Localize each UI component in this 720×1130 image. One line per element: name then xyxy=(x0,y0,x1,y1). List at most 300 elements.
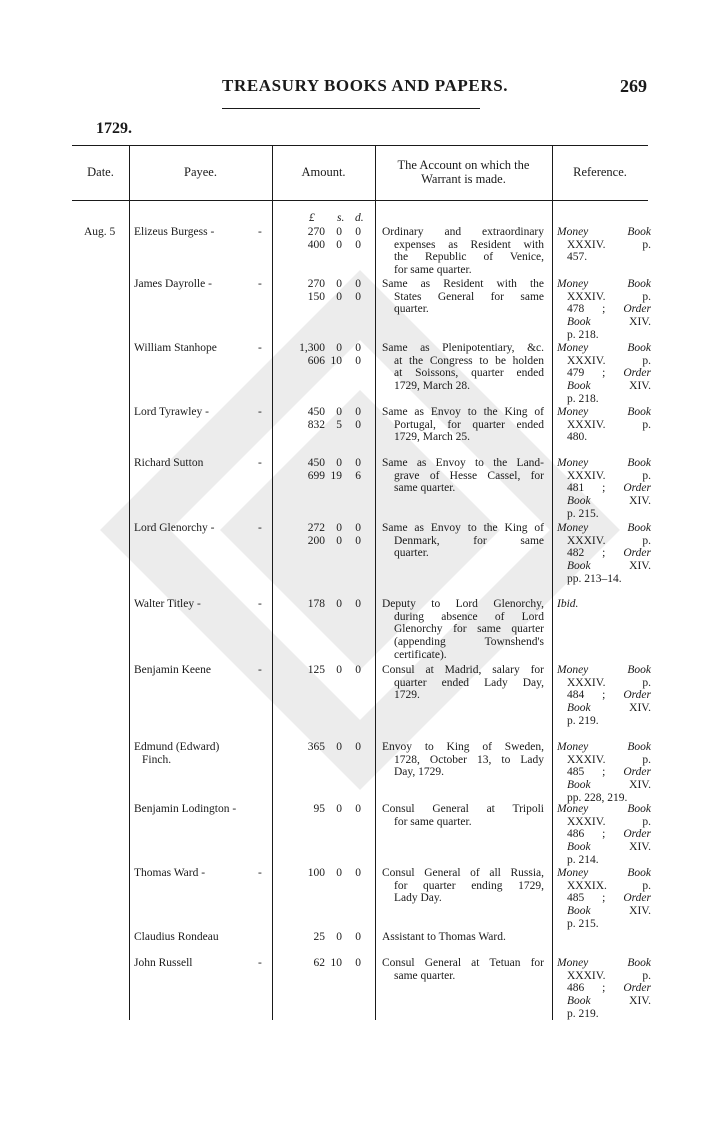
reference-line xyxy=(557,367,651,380)
reference-line xyxy=(557,535,651,548)
reference-note xyxy=(557,342,651,406)
reference-word: Book xyxy=(627,342,651,354)
amount-shillings: 0 xyxy=(336,522,342,534)
reference-word: 479 ; xyxy=(567,367,606,380)
reference-word: p. 218. xyxy=(567,328,599,341)
reference-note xyxy=(557,741,651,805)
account-line: Portugal, for quarter ended xyxy=(394,418,544,431)
reference-word: 482 ; xyxy=(567,547,606,560)
reference-word: Money xyxy=(557,457,589,469)
payee-name: Lord Glenorchy - xyxy=(134,522,215,534)
reference-word: Book xyxy=(627,226,651,238)
account-line: Same as Envoy to the King of xyxy=(382,522,544,534)
reference-line xyxy=(557,766,651,779)
amount-shillings: 0 xyxy=(336,342,342,354)
reference-word: XXXIV. xyxy=(567,469,606,482)
account-line: Same as Resident with the xyxy=(382,278,544,290)
account-description xyxy=(382,522,544,560)
reference-line xyxy=(557,573,651,586)
reference-line xyxy=(557,982,651,995)
reference-word: Money xyxy=(557,664,589,676)
pence-symbol: d. xyxy=(355,212,364,224)
payee-name: Richard Sutton xyxy=(134,457,204,469)
reference-word: XIV. xyxy=(629,495,651,508)
account-line: Consul General at Tetuan for xyxy=(382,957,544,969)
reference-word: 485 ; xyxy=(567,892,606,905)
reference-word: Money xyxy=(557,803,589,815)
payee-name: Benjamin Lodington - xyxy=(134,803,237,815)
reference-word: p. 215. xyxy=(567,507,599,520)
account-line: for quarter ending 1729, xyxy=(394,879,544,892)
reference-line xyxy=(557,495,651,508)
account-line: Ordinary and extraordinary xyxy=(382,226,544,238)
amount-pence: 0 xyxy=(355,957,361,969)
account-line: for same quarter. xyxy=(394,815,472,828)
amount-pounds: 1,300 xyxy=(299,342,325,354)
reference-word: Book xyxy=(567,702,591,715)
reference-note xyxy=(557,226,651,264)
payee-name: Thomas Ward - xyxy=(134,867,206,879)
title-rule xyxy=(222,108,480,109)
reference-line xyxy=(557,677,651,690)
payee-name: Elizeus Burgess - xyxy=(134,226,215,238)
leader-dash: - xyxy=(258,664,262,676)
account-description xyxy=(382,457,544,495)
reference-word: XIV. xyxy=(629,905,651,918)
account-line: during absence of Lord xyxy=(394,610,544,623)
reference-word: p. xyxy=(642,469,651,482)
reference-word: Book xyxy=(567,380,591,393)
reference-word: p. xyxy=(642,534,651,547)
account-line: certificate). xyxy=(394,648,447,661)
reference-line xyxy=(557,291,651,304)
reference-note xyxy=(557,406,651,444)
account-description xyxy=(382,867,544,905)
amount-pence: 0 xyxy=(355,522,361,534)
amount-pounds: 178 xyxy=(307,598,325,610)
account-line: at the Congress to be holden xyxy=(394,354,544,367)
amount-pounds: 365 xyxy=(307,741,325,753)
leader-dash: - xyxy=(258,457,262,469)
account-line: 1729, March 28. xyxy=(394,380,471,393)
amount-pence: 0 xyxy=(355,354,361,367)
amount-pounds: 200 xyxy=(307,534,325,547)
reference-word: Money xyxy=(557,741,589,753)
reference-line xyxy=(557,803,651,816)
amount-pounds: 272 xyxy=(307,522,325,534)
leader-dash: - xyxy=(258,342,262,354)
account-line: Consul General of all Russia, xyxy=(382,867,544,879)
amount-pounds: 125 xyxy=(307,664,325,676)
leader-dash: - xyxy=(258,867,262,879)
account-line: States General for same xyxy=(394,290,544,303)
account-line: 1729. xyxy=(394,689,420,702)
reference-note xyxy=(557,957,651,1021)
account-description xyxy=(382,664,544,702)
account-description xyxy=(382,406,544,444)
col-divider-account xyxy=(552,145,553,1020)
account-line: Envoy to King of Sweden, xyxy=(382,741,544,753)
reference-line xyxy=(557,303,651,316)
reference-word: 481 ; xyxy=(567,482,606,495)
col-divider-date xyxy=(129,145,130,1020)
reference-line xyxy=(557,278,651,291)
amount-pence: 0 xyxy=(355,867,361,879)
col-header-reference: Reference. xyxy=(573,165,627,179)
amount-pence: 0 xyxy=(355,598,361,610)
amount-shillings: 0 xyxy=(336,664,342,676)
account-description xyxy=(382,803,544,828)
reference-word: XIV. xyxy=(629,841,651,854)
account-line: Denmark, for same xyxy=(394,534,544,547)
reference-line xyxy=(557,226,651,239)
reference-word: p. xyxy=(642,290,651,303)
reference-line xyxy=(557,892,651,905)
reference-word: pp. 228, 219. xyxy=(567,791,628,804)
table-top-rule xyxy=(72,145,648,146)
leader-dash: - xyxy=(258,278,262,290)
amount-pence: 0 xyxy=(355,457,361,469)
reference-word: XIV. xyxy=(629,316,651,329)
amount-shillings: 0 xyxy=(336,457,342,469)
reference-word: p. xyxy=(642,969,651,982)
reference-word: Order xyxy=(623,367,651,380)
amount-pounds: 25 xyxy=(313,931,325,943)
account-line: Consul General at Tripoli xyxy=(382,803,544,815)
reference-line xyxy=(557,970,651,983)
reference-word: Money xyxy=(557,522,589,534)
payee-name: Edmund (Edward) xyxy=(134,741,220,753)
col-header-account xyxy=(375,158,552,186)
reference-word: p. xyxy=(642,815,651,828)
reference-line xyxy=(557,380,651,393)
reference-word: Book xyxy=(627,867,651,879)
entry-date: Aug. 5 xyxy=(84,226,116,238)
amount-shillings: 0 xyxy=(336,406,342,418)
amount-pounds: 400 xyxy=(307,238,325,251)
reference-word: Book xyxy=(627,957,651,969)
reference-line xyxy=(557,598,651,611)
account-line: Same as Envoy to the Land- xyxy=(382,457,544,469)
reference-line xyxy=(557,239,651,252)
amount-pounds: 150 xyxy=(307,290,325,303)
account-description xyxy=(382,598,544,662)
reference-line xyxy=(557,689,651,702)
leader-dash: - xyxy=(258,598,262,610)
year-heading: 1729. xyxy=(96,120,132,137)
reference-word: p. xyxy=(642,418,651,431)
account-line: Assistant to Thomas Ward. xyxy=(382,931,506,943)
reference-word: p. 219. xyxy=(567,1007,599,1020)
reference-word: Money xyxy=(557,867,589,879)
reference-word: XIV. xyxy=(629,995,651,1008)
reference-word: p. xyxy=(642,238,651,251)
reference-word: Book xyxy=(627,457,651,469)
amount-shillings: 10 xyxy=(330,957,342,969)
account-line: (appending Townshend's xyxy=(394,636,544,649)
reference-word: Book xyxy=(567,841,591,854)
reference-word: p. 215. xyxy=(567,917,599,930)
reference-word: XXXIV. xyxy=(567,969,606,982)
reference-word: 485 ; xyxy=(567,766,606,779)
amount-pence: 0 xyxy=(355,803,361,815)
account-line: the Republic of Venice, xyxy=(394,251,544,264)
account-line: same quarter. xyxy=(394,969,456,982)
leader-dash: - xyxy=(258,406,262,418)
reference-word: p. xyxy=(642,879,651,892)
account-line: Consul at Madrid, salary for xyxy=(382,664,544,676)
reference-word: 457. xyxy=(567,251,588,264)
reference-word: XXXIV. xyxy=(567,354,606,367)
reference-note xyxy=(557,522,651,586)
page-number: 269 xyxy=(620,76,647,96)
amount-pounds: 62 xyxy=(313,957,325,969)
account-line: Same as Plenipotentiary, &c. xyxy=(382,342,544,354)
reference-line xyxy=(557,1008,651,1021)
amount-shillings: 0 xyxy=(336,290,342,303)
amount-pence: 0 xyxy=(355,931,361,943)
reference-word: XXXIV. xyxy=(567,676,606,689)
amount-shillings: 19 xyxy=(330,469,342,482)
reference-word: p. xyxy=(642,354,651,367)
account-line: same quarter. xyxy=(394,482,456,495)
reference-word: Book xyxy=(627,741,651,753)
reference-line xyxy=(557,482,651,495)
reference-line xyxy=(557,841,651,854)
reference-word: p. 214. xyxy=(567,853,599,866)
reference-word: Money xyxy=(557,957,589,969)
account-line: Lady Day. xyxy=(394,892,442,905)
account-description xyxy=(382,278,544,316)
reference-word: Money xyxy=(557,278,589,290)
reference-line xyxy=(557,702,651,715)
reference-line xyxy=(557,547,651,560)
shillings-symbol: s. xyxy=(337,212,345,224)
amount-shillings: 0 xyxy=(336,931,342,943)
reference-word: p. xyxy=(642,753,651,766)
reference-note xyxy=(557,278,651,342)
reference-word: Order xyxy=(623,482,651,495)
amount-shillings: 0 xyxy=(336,534,342,547)
reference-word: Order xyxy=(623,766,651,779)
reference-note xyxy=(557,867,651,931)
account-description xyxy=(382,931,544,944)
reference-word: Book xyxy=(627,522,651,534)
account-line: Day, 1729. xyxy=(394,766,445,779)
account-description xyxy=(382,957,544,982)
amount-shillings: 0 xyxy=(336,867,342,879)
amount-pence: 0 xyxy=(355,664,361,676)
running-title: TREASURY BOOKS AND PAPERS. xyxy=(222,76,509,95)
amount-shillings: 0 xyxy=(336,803,342,815)
reference-line xyxy=(557,918,651,931)
reference-line xyxy=(557,995,651,1008)
amount-shillings: 0 xyxy=(336,226,342,238)
account-line: quarter ended Lady Day, xyxy=(394,676,544,689)
amount-pounds: 606 xyxy=(307,354,325,367)
account-line: 1728, October 13, to Lady xyxy=(394,753,544,766)
reference-line xyxy=(557,329,651,342)
amount-pounds: 270 xyxy=(307,226,325,238)
account-line: quarter. xyxy=(394,547,429,560)
reference-word: p. 218. xyxy=(567,392,599,405)
reference-note xyxy=(557,598,651,611)
leader-dash: - xyxy=(258,957,262,969)
reference-word: Money xyxy=(557,406,589,418)
reference-word: Book xyxy=(627,803,651,815)
reference-line xyxy=(557,457,651,470)
reference-note xyxy=(557,803,651,867)
amount-pounds: 95 xyxy=(313,803,325,815)
leader-dash: - xyxy=(258,226,262,238)
reference-word: Order xyxy=(623,303,651,316)
header-bottom-rule xyxy=(72,200,648,201)
reference-line xyxy=(557,508,651,521)
account-line: for same quarter. xyxy=(394,264,472,277)
reference-line xyxy=(557,316,651,329)
reference-word: XXXIV. xyxy=(567,290,606,303)
col-header-account-line: Warrant is made. xyxy=(421,172,506,186)
amount-pence: 0 xyxy=(355,238,361,251)
reference-line xyxy=(557,431,651,444)
reference-line xyxy=(557,342,651,355)
payee-name: John Russell xyxy=(134,957,193,969)
reference-line xyxy=(557,779,651,792)
reference-line xyxy=(557,251,651,264)
payee-name: Benjamin Keene xyxy=(134,664,211,676)
reference-word: 480. xyxy=(567,431,588,444)
reference-word: Order xyxy=(623,982,651,995)
reference-word: XXXIV. xyxy=(567,238,606,251)
reference-line xyxy=(557,470,651,483)
leader-dash: - xyxy=(258,522,262,534)
reference-line xyxy=(557,715,651,728)
account-description xyxy=(382,226,544,277)
reference-line xyxy=(557,664,651,677)
reference-line xyxy=(557,828,651,841)
amount-pounds: 450 xyxy=(307,457,325,469)
reference-line xyxy=(557,406,651,419)
amount-pounds: 100 xyxy=(307,867,325,879)
reference-line xyxy=(557,854,651,867)
reference-word: Order xyxy=(623,828,651,841)
reference-word: Book xyxy=(567,495,591,508)
reference-word: Book xyxy=(627,278,651,290)
reference-line xyxy=(557,560,651,573)
reference-word: Order xyxy=(623,689,651,702)
reference-word: 486 ; xyxy=(567,982,606,995)
reference-word: Order xyxy=(623,547,651,560)
amount-shillings: 0 xyxy=(336,278,342,290)
reference-word: XIV. xyxy=(629,380,651,393)
payee-name: Walter Titley - xyxy=(134,598,201,610)
reference-line xyxy=(557,816,651,829)
reference-line xyxy=(557,355,651,368)
reference-word: pp. 213–14. xyxy=(567,572,622,585)
reference-word: Money xyxy=(557,226,589,238)
amount-pence: 0 xyxy=(355,290,361,303)
amount-pence: 0 xyxy=(355,406,361,418)
reference-line xyxy=(557,741,651,754)
reference-word: Book xyxy=(567,779,591,792)
reference-word: Order xyxy=(623,892,651,905)
account-line: Glenorchy for same quarter xyxy=(394,623,544,636)
reference-line xyxy=(557,393,651,406)
amount-pounds: 699 xyxy=(307,469,325,482)
account-line: Same as Envoy to the King of xyxy=(382,406,544,418)
reference-word: XIV. xyxy=(629,779,651,792)
amount-pence: 6 xyxy=(355,469,361,482)
amount-shillings: 0 xyxy=(336,238,342,251)
reference-word: p. xyxy=(642,676,651,689)
amount-pounds: 270 xyxy=(307,278,325,290)
reference-line xyxy=(557,419,651,432)
amount-pence: 0 xyxy=(355,741,361,753)
account-description xyxy=(382,342,544,393)
account-line: Deputy to Lord Glenorchy, xyxy=(382,598,544,610)
col-header-payee: Payee. xyxy=(184,165,217,179)
reference-line xyxy=(557,957,651,970)
reference-line xyxy=(557,880,651,893)
account-line: expenses as Resident with xyxy=(394,238,544,251)
reference-word: 484 ; xyxy=(567,689,606,702)
reference-word: XIV. xyxy=(629,702,651,715)
reference-word: Ibid. xyxy=(557,598,579,610)
account-line: at Soissons, quarter ended xyxy=(394,367,544,380)
amount-pounds: 450 xyxy=(307,406,325,418)
amount-pence: 0 xyxy=(355,534,361,547)
account-line: quarter. xyxy=(394,303,429,316)
col-header-account-line: The Account on which the xyxy=(397,158,530,172)
account-line: 1729, March 25. xyxy=(394,431,471,444)
col-divider-amount xyxy=(375,145,376,1020)
reference-word: Book xyxy=(567,560,591,573)
reference-word: XXXIX. xyxy=(567,879,607,892)
reference-line xyxy=(557,905,651,918)
amount-shillings: 10 xyxy=(330,354,342,367)
payee-name: James Dayrolle - xyxy=(134,278,212,290)
amount-pounds: 832 xyxy=(307,418,325,431)
payee-name: Claudius Rondeau xyxy=(134,931,219,943)
reference-note xyxy=(557,457,651,521)
reference-word: XIV. xyxy=(629,560,651,573)
amount-shillings: 0 xyxy=(336,598,342,610)
payee-name-cont: Finch. xyxy=(142,753,172,766)
amount-pence: 0 xyxy=(355,418,361,431)
reference-line xyxy=(557,754,651,767)
amount-pence: 0 xyxy=(355,226,361,238)
reference-word: Book xyxy=(567,995,591,1008)
reference-line xyxy=(557,522,651,535)
amount-pence: 0 xyxy=(355,342,361,354)
reference-word: p. 219. xyxy=(567,714,599,727)
reference-word: Book xyxy=(567,316,591,329)
col-header-amount: Amount. xyxy=(301,165,346,179)
reference-word: Book xyxy=(567,905,591,918)
amount-pence: 0 xyxy=(355,278,361,290)
reference-note xyxy=(557,664,651,728)
col-header-date: Date. xyxy=(87,165,114,179)
payee-name: William Stanhope xyxy=(134,342,217,354)
reference-word: Book xyxy=(627,406,651,418)
reference-word: 478 ; xyxy=(567,303,606,316)
payee-name: Lord Tyrawley - xyxy=(134,406,209,418)
pounds-symbol: £ xyxy=(309,212,315,224)
reference-word: XXXIV. xyxy=(567,815,606,828)
col-divider-payee xyxy=(272,145,273,1020)
reference-word: XXXIV. xyxy=(567,534,606,547)
reference-line xyxy=(557,867,651,880)
